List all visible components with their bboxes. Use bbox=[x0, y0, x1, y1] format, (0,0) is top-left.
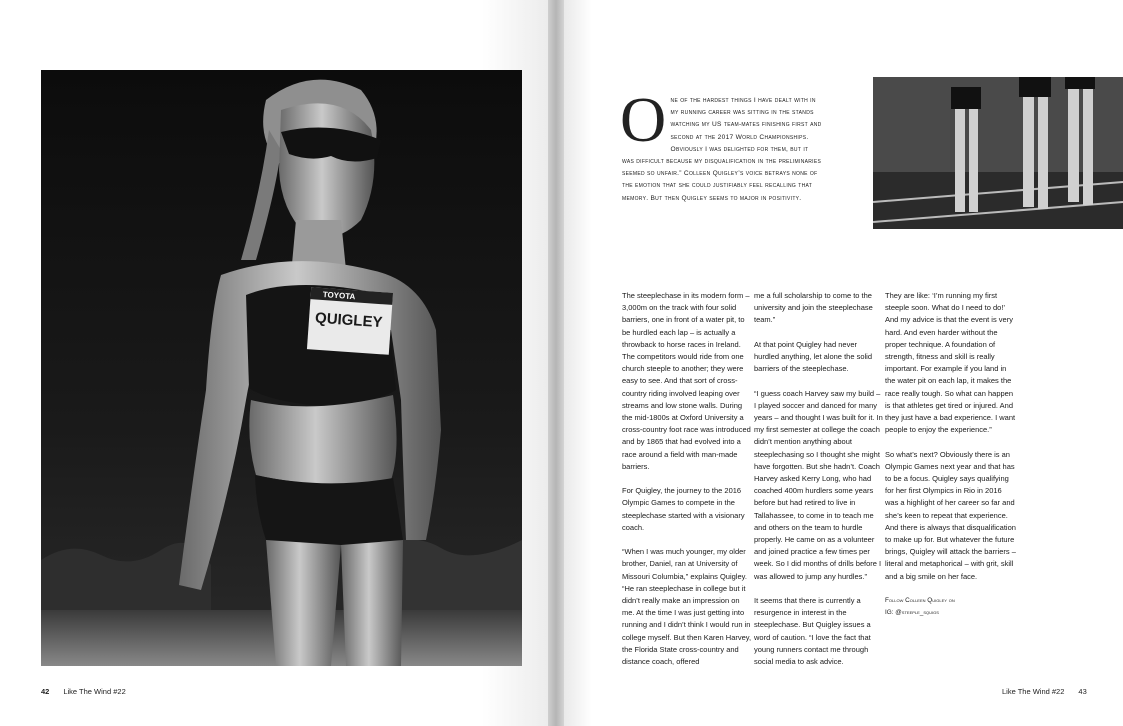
magazine-title-left: Like The Wind #22 bbox=[63, 687, 126, 696]
left-folio bbox=[41, 687, 126, 696]
hero-photo-illustration bbox=[41, 70, 522, 666]
hero-photo bbox=[41, 70, 522, 666]
magazine-title-right: Like The Wind #22 bbox=[1002, 687, 1065, 696]
page-number-left: 42 bbox=[41, 687, 50, 696]
runners-photo bbox=[873, 77, 1123, 229]
paragraph: It seems that there is currently a resurgence in interest in the steeplechase. But Quigley issues a word of caution. “I love the fact that young runners contact me through social media to ask advice. bbox=[754, 596, 871, 667]
left-page bbox=[0, 0, 548, 726]
instagram-handle: IG: @steeple_squigs bbox=[885, 609, 939, 617]
paragraph: For Quigley, the journey to the 2016 Olympic Games to compete in the steeplechase started with a visionary coach. bbox=[622, 486, 745, 532]
paragraph: The steeplechase in its modern form – 3,000m on the track with four solid barriers, one in front of a water pit, to be hurdled each lap – is actually a throwback to horse races in Ireland. The competitors would ride from one church steeple to another; they were easy to see. And that sort of cross-country riding involved leaping over streams and low stone walls. During the mid-1800s at Oxford University a cross-country foot race was introduced and by 1865 that had evolved into a race around a field with man-made barriers. bbox=[622, 291, 751, 471]
paragraph: “When I was much younger, my older brother, Daniel, ran at University of Missouri Columbia,” explains Quigley. “He ran steeplechase in college but it didn’t really make an impression on me. At the time I was just getting into running and I didn’t think I would run in college myself. But then Karen Harvey, the Florida State cross-country and distance coach, offered bbox=[622, 547, 752, 667]
intro-text: ne of the hardest things I have dealt with in my running career was sitting in the stands watching my US team-mates finishing first and second at the 2017 World Championships. Obviously I was delighted for them, but it was difficult because my disqualification in the preliminaries seemed so unfair.” Colleen Quigley’s voice betrays none of the emotion that she could justifiably feel recalling that memory. But then Quigley seems to major in positivity. bbox=[622, 97, 822, 202]
race-bib bbox=[307, 287, 393, 355]
right-folio bbox=[1002, 687, 1087, 696]
paragraph: me a full scholarship to come to the university and join the steeplechase team.” bbox=[754, 291, 873, 325]
credit-line: Follow Colleen Quigley on bbox=[885, 597, 955, 605]
bib-name: QUIGLEY bbox=[314, 309, 384, 332]
intro-paragraph bbox=[620, 84, 822, 205]
page-number-right: 43 bbox=[1078, 687, 1087, 696]
social-credit bbox=[885, 595, 1017, 620]
paragraph: They are like: ‘I’m running my first steeple soon. What do I need to do!’ And my advice is that the event is very hard. And even harder without the proper technique. A foundation of strength, fitness and skill is really important. For example if you land in the water pit on each lap, it makes the race really tough. So what can happen is that athletes get tired or injured. And they just have a bad experience. I want people to enjoy the experience.” bbox=[885, 291, 1016, 435]
bib-sponsor: TOYOTA bbox=[322, 290, 356, 302]
body-column-2 bbox=[754, 290, 884, 680]
paragraph: So what’s next? Obviously there is an Olympic Games next year and that has to be a focus. Quigley says qualifying for her first Olympics in Rio in 2016 was a highlight of her career so far and she’s keen to repeat that experience. And there is always that disqualification to make up for. But whatever the future brings, Quigley will attack the barriers – literal and metaphorical – with grit, skill and a big smile on her face. bbox=[885, 449, 1016, 581]
body-column-1 bbox=[622, 290, 752, 680]
drop-cap: O bbox=[620, 84, 667, 155]
paragraph: “I guess coach Harvey saw my build – I played soccer and danced for many years – and thought I was built for it. In my first semester at college the coach didn’t mention anything about steeplechasing so I thought she might have forgotten. But she hadn’t. Coach Harvey asked Kerry Long, who had coached 400m hurdlers some years before but had retired to live in Tallahassee, to come in to teach me and others on the team to hurdle properly. He came on as a volunteer and joined practice a few times per week. So I did months of drills before I was allowed to jump any hurdles.” bbox=[754, 388, 883, 581]
runners-photo-illustration bbox=[873, 77, 1123, 229]
paragraph: At that point Quigley had never hurdled anything, let alone the solid barriers of the steeplechase. bbox=[754, 339, 873, 374]
body-column-3 bbox=[885, 290, 1017, 620]
spine-gutter bbox=[548, 0, 564, 726]
